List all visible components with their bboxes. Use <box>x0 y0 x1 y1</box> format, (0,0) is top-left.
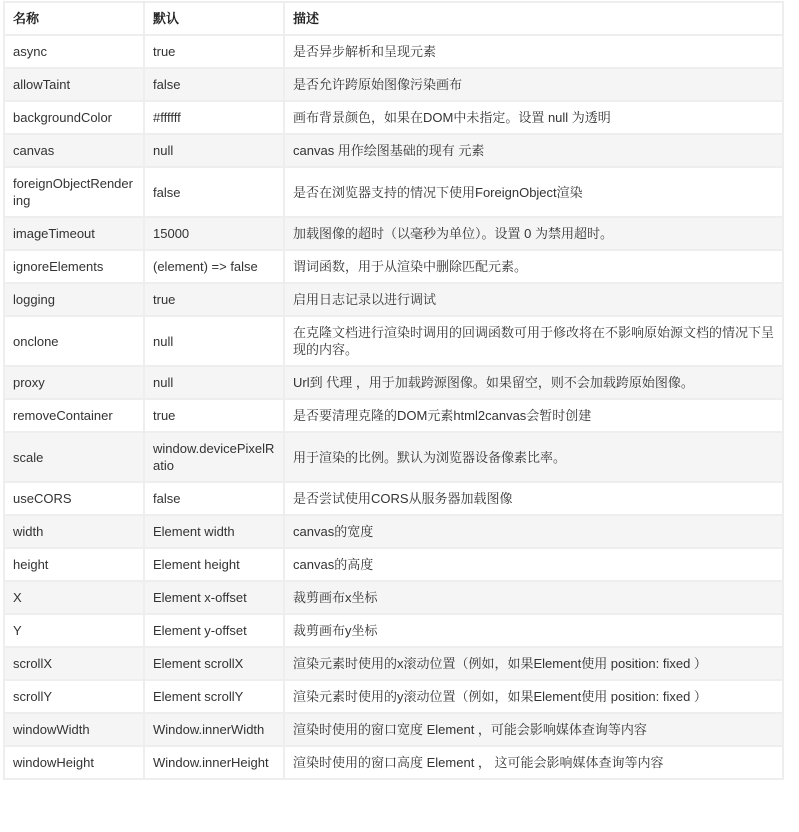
option-default: false <box>144 167 284 217</box>
option-name: Y <box>4 614 144 647</box>
option-name: scrollY <box>4 680 144 713</box>
option-description: 裁剪画布x坐标 <box>284 581 783 614</box>
table-row <box>4 647 783 680</box>
header-description: 描述 <box>284 2 783 35</box>
table-row <box>4 614 783 647</box>
table-row <box>4 432 783 482</box>
option-name: removeContainer <box>4 399 144 432</box>
header-name: 名称 <box>4 2 144 35</box>
option-description: 在克隆文档进行渲染时调用的回调函数可用于修改将在不影响原始源文档的情况下呈现的内容。 <box>284 316 783 366</box>
table-header-row <box>4 2 783 35</box>
option-default: Element scrollX <box>144 647 284 680</box>
option-name: scrollX <box>4 647 144 680</box>
option-name: imageTimeout <box>4 217 144 250</box>
option-description: 启用日志记录以进行调试 <box>284 283 783 316</box>
option-name: canvas <box>4 134 144 167</box>
option-default: false <box>144 482 284 515</box>
option-default: Element height <box>144 548 284 581</box>
option-description: 加载图像的超时（以毫秒为单位）。设置 0 为禁用超时。 <box>284 217 783 250</box>
table-row <box>4 482 783 515</box>
option-default: Window.innerHeight <box>144 746 284 779</box>
option-name: foreignObjectRendering <box>4 167 144 217</box>
option-description: Url到 代理 ，用于加载跨源图像。如果留空，则不会加载跨原始图像。 <box>284 366 783 399</box>
option-default: Element x-offset <box>144 581 284 614</box>
option-description: 是否在浏览器支持的情况下使用ForeignObject渲染 <box>284 167 783 217</box>
table-row <box>4 35 783 68</box>
option-default: true <box>144 35 284 68</box>
table-row <box>4 283 783 316</box>
option-default: Element width <box>144 515 284 548</box>
options-table <box>3 1 784 780</box>
option-default: true <box>144 283 284 316</box>
option-default: Element scrollY <box>144 680 284 713</box>
option-description: 谓词函数，用于从渲染中删除匹配元素。 <box>284 250 783 283</box>
option-description: 画布背景颜色，如果在DOM中未指定。设置 null 为透明 <box>284 101 783 134</box>
option-default: Window.innerWidth <box>144 713 284 746</box>
option-default: true <box>144 399 284 432</box>
option-description: 渲染元素时使用的y滚动位置（例如，如果Element使用 position: fixed ） <box>284 680 783 713</box>
table-row <box>4 134 783 167</box>
table-row <box>4 515 783 548</box>
option-name: logging <box>4 283 144 316</box>
table-row <box>4 366 783 399</box>
option-name: onclone <box>4 316 144 366</box>
option-name: height <box>4 548 144 581</box>
option-description: canvas 用作绘图基础的现有 元素 <box>284 134 783 167</box>
option-name: proxy <box>4 366 144 399</box>
option-description: 是否尝试使用CORS从服务器加载图像 <box>284 482 783 515</box>
table-row <box>4 680 783 713</box>
option-default: null <box>144 316 284 366</box>
table-row <box>4 167 783 217</box>
table-row <box>4 101 783 134</box>
option-name: windowHeight <box>4 746 144 779</box>
option-default: null <box>144 366 284 399</box>
header-default: 默认 <box>144 2 284 35</box>
table-row <box>4 250 783 283</box>
table-row <box>4 399 783 432</box>
table-row <box>4 68 783 101</box>
option-name: useCORS <box>4 482 144 515</box>
table-row <box>4 217 783 250</box>
option-default: #ffffff <box>144 101 284 134</box>
option-name: backgroundColor <box>4 101 144 134</box>
option-description: 渲染时使用的窗口高度 Element ， 这可能会影响媒体查询等内容 <box>284 746 783 779</box>
option-default: (element) => false <box>144 250 284 283</box>
option-name: width <box>4 515 144 548</box>
table-body <box>4 35 783 779</box>
table-row <box>4 316 783 366</box>
option-name: allowTaint <box>4 68 144 101</box>
option-name: windowWidth <box>4 713 144 746</box>
option-default: false <box>144 68 284 101</box>
option-description: 裁剪画布y坐标 <box>284 614 783 647</box>
option-description: 是否允许跨原始图像污染画布 <box>284 68 783 101</box>
option-name: async <box>4 35 144 68</box>
table-row <box>4 581 783 614</box>
table-row <box>4 713 783 746</box>
option-default: null <box>144 134 284 167</box>
option-default: window.devicePixelRatio <box>144 432 284 482</box>
option-description: 是否异步解析和呈现元素 <box>284 35 783 68</box>
option-description: 渲染时使用的窗口宽度 Element ，可能会影响媒体查询等内容 <box>284 713 783 746</box>
option-name: scale <box>4 432 144 482</box>
option-default: 15000 <box>144 217 284 250</box>
option-description: 渲染元素时使用的x滚动位置（例如，如果Element使用 position: fixed ） <box>284 647 783 680</box>
option-name: ignoreElements <box>4 250 144 283</box>
option-description: canvas的宽度 <box>284 515 783 548</box>
option-name: X <box>4 581 144 614</box>
table-row <box>4 548 783 581</box>
option-description: 用于渲染的比例。默认为浏览器设备像素比率。 <box>284 432 783 482</box>
option-description: 是否要清理克隆的DOM元素html2canvas会暂时创建 <box>284 399 783 432</box>
table-row <box>4 746 783 779</box>
option-description: canvas的高度 <box>284 548 783 581</box>
option-default: Element y-offset <box>144 614 284 647</box>
